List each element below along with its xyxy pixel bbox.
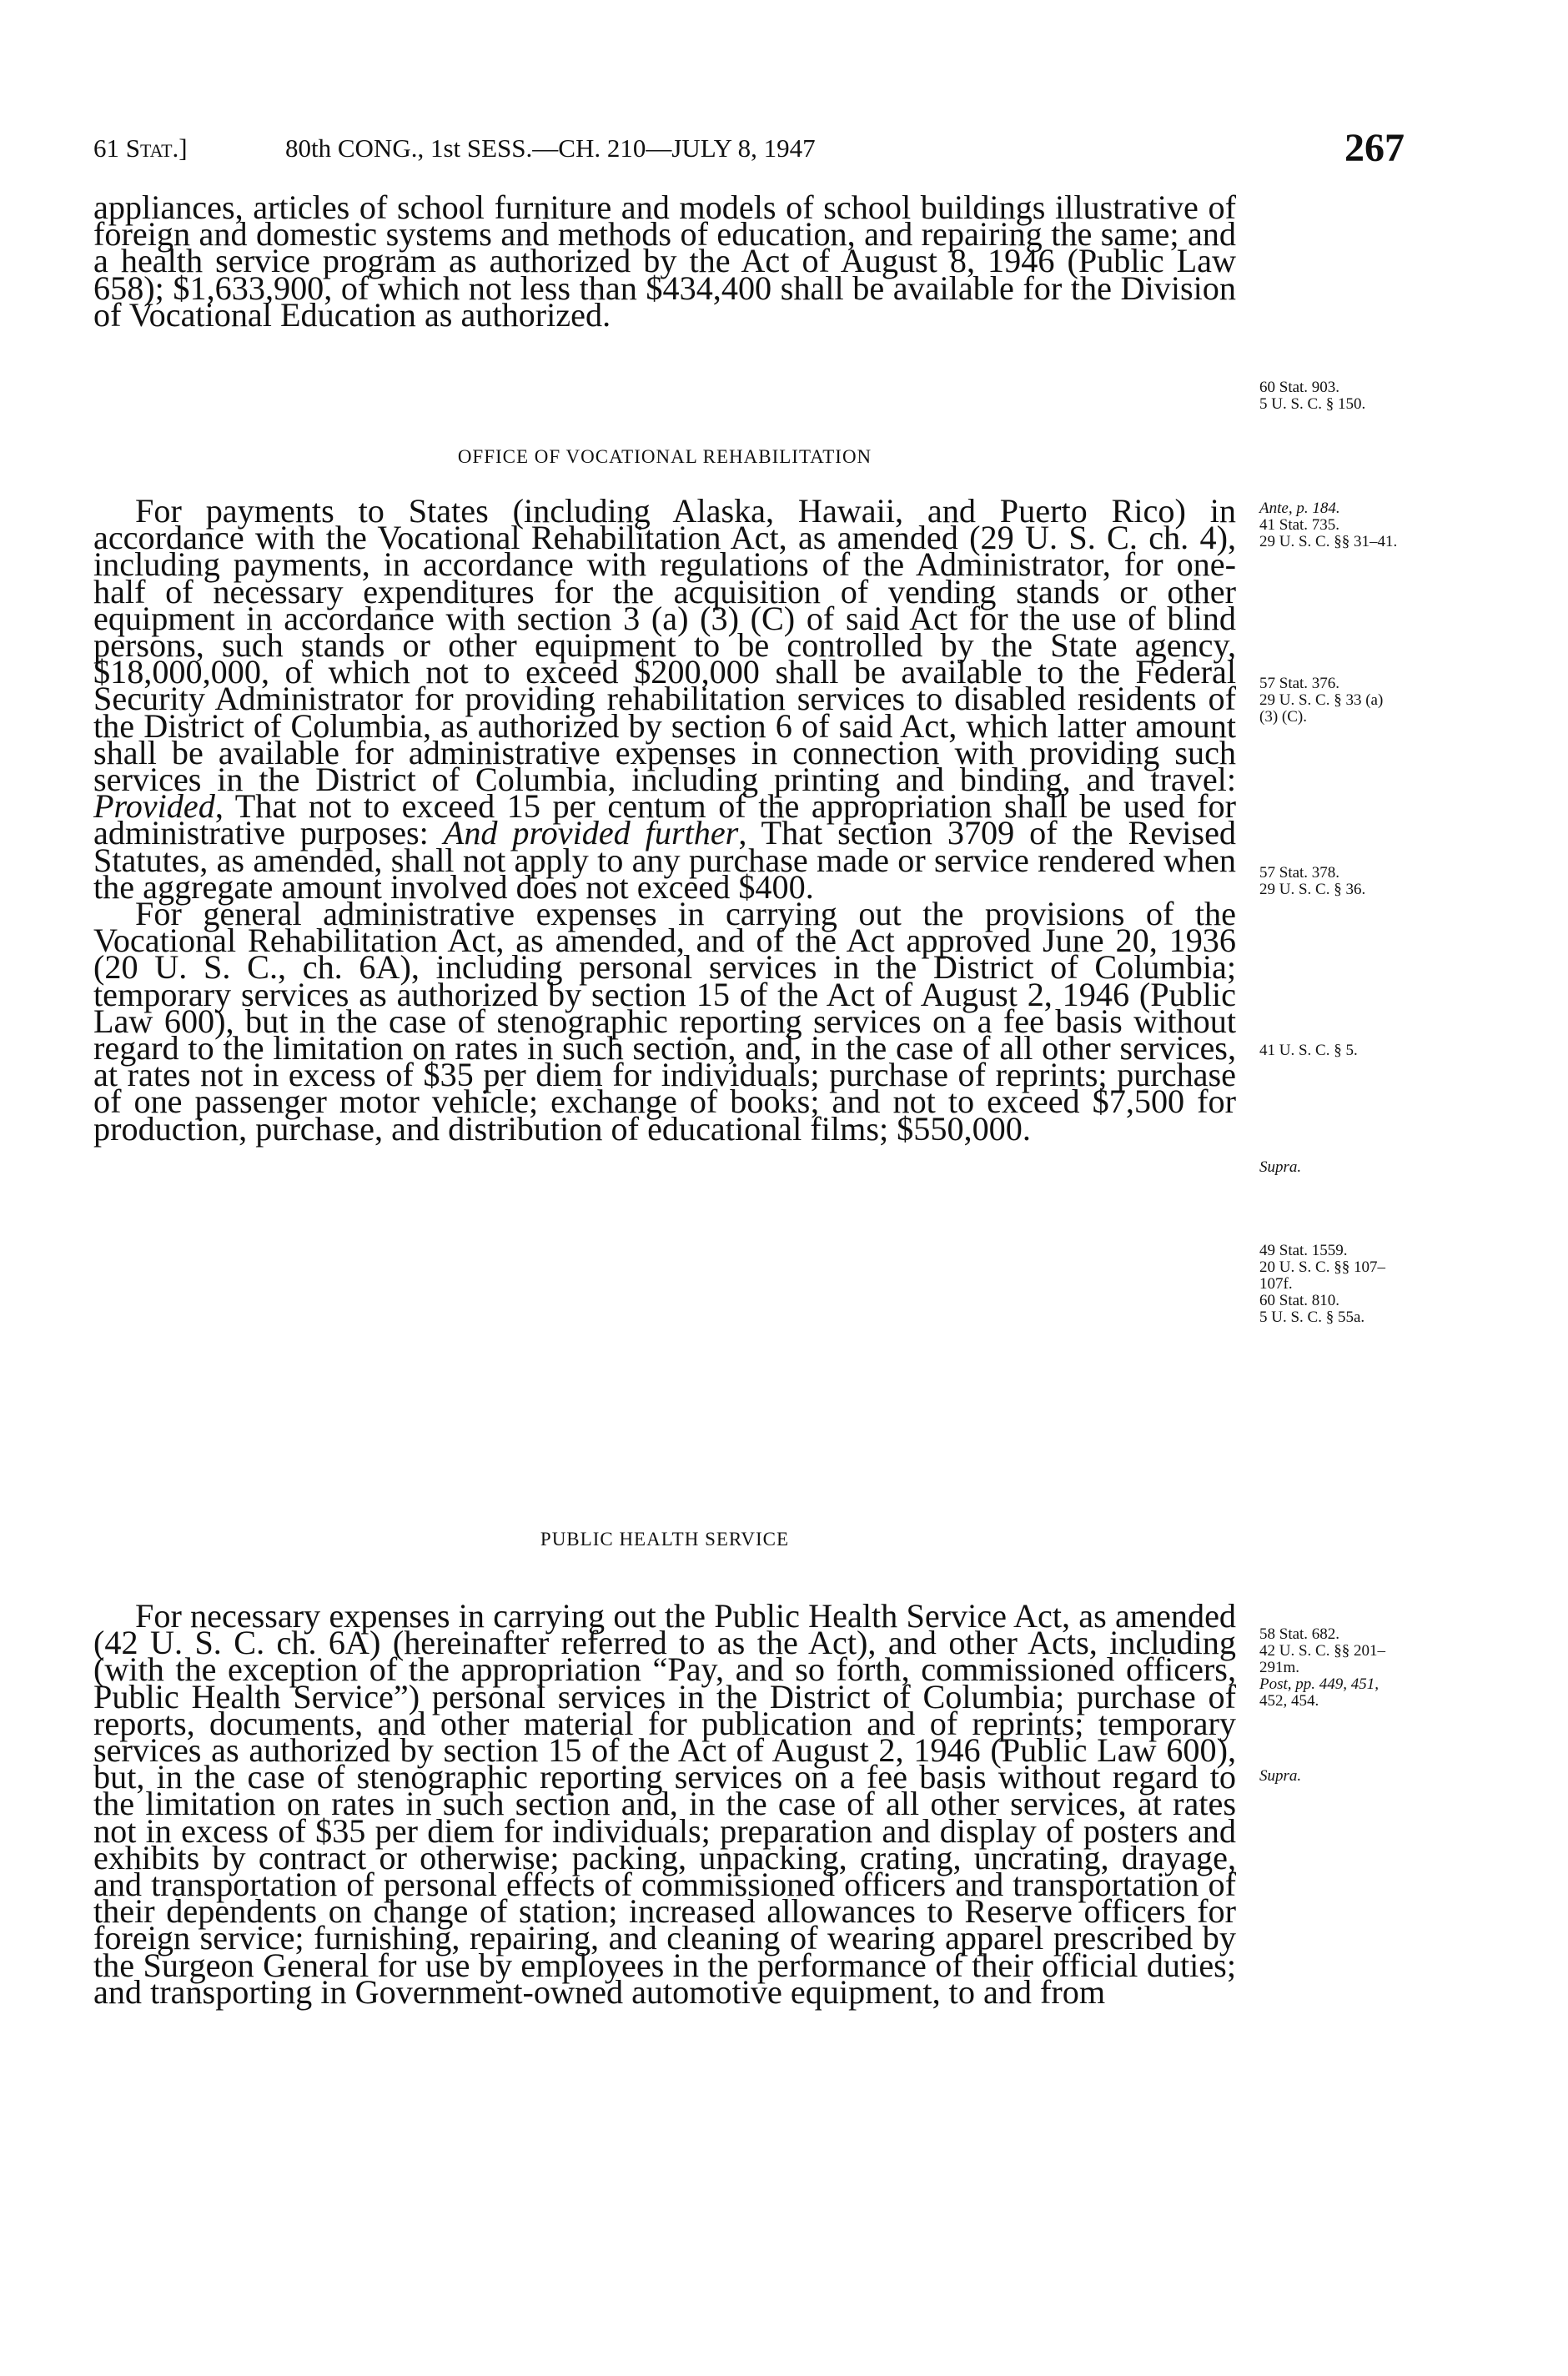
session-info: 80th CONG., 1st SESS.—CH. 210—JULY 8, 1947 [285,133,816,163]
citation: 60 Stat. 810. [1259,1292,1340,1309]
citation: 5 U. S. C. § 150. [1259,395,1366,413]
citation: Supra. [1259,1767,1302,1785]
citation: 291m. [1259,1659,1300,1676]
vocational-section [93,492,1237,1148]
citation: 57 Stat. 376. [1259,675,1340,692]
citation: 107f. [1259,1275,1293,1293]
citation: 41 Stat. 735. [1259,516,1340,534]
margin-note [1259,1042,1543,1059]
citation: Ante, p. 184. [1259,500,1340,517]
citation: Supra. [1259,1158,1302,1176]
citation: 57 Stat. 378. [1259,864,1340,882]
citation: 29 U. S. C. § 33 (a) [1259,691,1384,709]
health-paragraph-1: For necessary expenses in carrying out the Public Health Service Act, as amended (42 U. S. C. ch. 6A) (hereinafter referred to as the Act), and other Acts, including (with the exception of the appropriation “Pay, and so forth, commissioned officers, Public Health Service”) personal services in the District of Columbia; purchase of reports, documents, and other material for publication and of reprints; temporary services as authorized by section 15 of the Act of August 2, 1946 (Public Law 600), but, in the case of stenographic reporting services on a fee basis without regard to the limitation on rates in such section and, in the case of all other services, at rates not in excess of $35 per diem for individuals; preparation and display of posters and exhibits by contract or otherwise; packing, unpacking, crating, uncrating, drayage, and transportation of personal effects of commissioned officers and transportation of their dependents on change of station; increased allowances to Reserve officers for foreign service; furnishing, repairing, and cleaning of wearing apparel prescribed by the Surgeon General for use by employees in the performance of their official duties; and transporting in Government-owned automotive equipment, to and from [93,1597,1236,2011]
citation: 20 U. S. C. §§ 107– [1259,1258,1385,1276]
margin-note [1259,1768,1543,1785]
paragraph-text: appliances, articles of school furniture and models of school buildings illustrative of foreign and domestic systems and methods of education, and repairing the same; and a health service program as authorized by the Act of August 8, 1946 (Public Law 658); $1,633,900, of which not less than $434,400 shall be available for the Division of Vocational Education as authorized. [93,188,1236,334]
citation: 29 U. S. C. §§ 31–41. [1259,533,1398,550]
margin-note [1259,1626,1543,1710]
paragraph-text: , That not to exceed 15 per centum of the appropriation shall be used for administrative purposes: [93,787,1236,852]
section-heading-vocational: OFFICE OF VOCATIONAL REHABILITATION [457,446,872,467]
citation: 5 U. S. C. § 55a. [1259,1309,1365,1326]
citation: 58 Stat. 682. [1259,1625,1340,1643]
margin-note [1259,1243,1543,1326]
proviso-italic: And provided further [443,814,739,852]
health-section [93,1597,1236,2011]
paragraph-text: , That section 3709 of the Revised Statutes, as amended, shall not apply to any purchase made or service rendered when the aggregate amount involved does not exceed $400. [93,814,1237,906]
margin-note [1259,865,1543,898]
margin-note [1259,500,1543,550]
citation: 41 U. S. C. § 5. [1259,1042,1358,1059]
proviso-italic: Provided [93,787,215,826]
citation: (3) (C). [1259,708,1307,726]
citation: 452, 454. [1259,1692,1319,1710]
margin-note [1259,1159,1543,1176]
citation: 29 U. S. C. § 36. [1259,881,1366,898]
section-heading-health: PUBLIC HEALTH SERVICE [540,1529,790,1550]
vocational-paragraph-2: For general administrative expenses in carrying out the provisions of the Vocational Rehabilitation Act, as amended, and of the Act approved June 20, 1936 (20 U. S. C., ch. 6A), including personal services in the District of Columbia; temporary services as authorized by section 15 of the Act of August 2, 1946 (Public Law 600), but in the case of stenographic reporting services on a fee basis without regard to the limitation on rates in such section, and, in the case of all other services, at rates not in excess of $35 per diem for individuals; purchase of reprints; purchase of one passenger motor vehicle; exchange of books; and not to exceed $7,500 for production, purchase, and distribution of educational films; $550,000. [93,895,1236,1148]
intro-paragraph [93,188,1236,334]
vocational-paragraph-1 [93,492,1237,906]
paragraph-text: For payments to States (including Alaska, Hawaii, and Puerto Rico) in accordance with the Vocational Rehabilitation Act, as amended (29 U. S. C. ch. 4), including payments, in accordance with regulations of the Administrator, for one-half of necessary expenditures for the acquisition of vending stands or other equipment in accordance with section 3 (a) (3) (C) of said Act for the use of blind persons, such stands or other equipment to be controlled by the State agency, $18,000,000, of which not to exceed $200,000 shall be available to the Federal Security Administrator for providing rehabilitation services to disabled residents of the District of Columbia, as authorized by section 6 of said Act, which latter amount shall be available for administrative expenses in connection with providing such services in the District of Columbia, including printing and binding, and travel: [93,492,1236,799]
citation: 60 Stat. 903. [1259,379,1340,396]
citation: 42 U. S. C. §§ 201– [1259,1642,1385,1660]
margin-note [1259,379,1543,413]
page-number: 267 [1344,126,1405,170]
citation: 49 Stat. 1559. [1259,1242,1348,1259]
page-header [93,126,1511,183]
citation: Post, pp. 449, 451, [1259,1675,1380,1693]
margin-note [1259,676,1543,726]
statute-reference: 61 Stat.] [93,133,188,163]
